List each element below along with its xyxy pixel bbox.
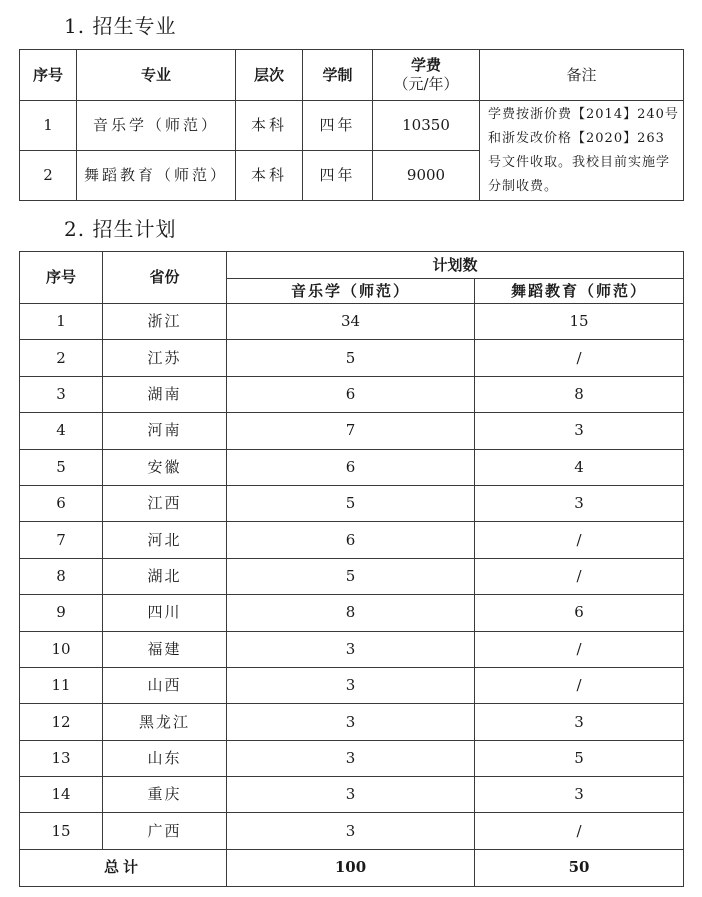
total-label: 总计 [20, 849, 227, 886]
cell-province: 福建 [103, 631, 227, 667]
header-fee-line1: 学费 [410, 56, 441, 75]
cell-province: 四川 [103, 595, 227, 631]
cell-level: 本科 [236, 151, 303, 201]
total-dance: 50 [475, 849, 684, 886]
plan-header-row [20, 252, 684, 279]
table-row [20, 777, 684, 813]
section-title-majors: 1. 招生专业 [64, 14, 177, 38]
cell-music: 6 [227, 522, 475, 558]
cell-province: 河北 [103, 522, 227, 558]
cell-no: 10 [20, 631, 103, 667]
cell-dance: 3 [475, 485, 684, 521]
cell-dance: / [475, 558, 684, 594]
cell-province: 广西 [103, 813, 227, 849]
cell-dance: / [475, 667, 684, 703]
header-music: 音乐学（师范） [227, 279, 475, 304]
cell-duration: 四年 [303, 151, 373, 201]
cell-no: 4 [20, 413, 103, 449]
cell-dance: / [475, 631, 684, 667]
total-music: 100 [227, 849, 475, 886]
cell-music: 8 [227, 595, 475, 631]
total-row [20, 849, 684, 886]
table-row [20, 704, 684, 740]
cell-duration: 四年 [303, 101, 373, 151]
cell-no: 1 [20, 101, 77, 151]
table-row [20, 522, 684, 558]
cell-no: 1 [20, 304, 103, 340]
header-fee [373, 50, 480, 101]
cell-note: 学费按浙价费【2014】240号和浙发改价格【2020】263 号文件收取。我校目前实施学分制收费。 [480, 101, 684, 201]
cell-music: 5 [227, 558, 475, 594]
cell-no: 8 [20, 558, 103, 594]
cell-province: 安徽 [103, 449, 227, 485]
cell-music: 5 [227, 340, 475, 376]
majors-header-row [20, 50, 684, 101]
cell-no: 14 [20, 777, 103, 813]
header-dance: 舞蹈教育（师范） [475, 279, 684, 304]
table-row [20, 813, 684, 849]
table-row [20, 558, 684, 594]
cell-province: 山西 [103, 667, 227, 703]
table-row [20, 595, 684, 631]
cell-dance: / [475, 340, 684, 376]
cell-no: 7 [20, 522, 103, 558]
cell-no: 2 [20, 340, 103, 376]
cell-dance: 3 [475, 704, 684, 740]
header-duration: 学制 [303, 50, 373, 101]
cell-province: 湖南 [103, 376, 227, 412]
cell-no: 2 [20, 151, 77, 201]
cell-province: 黑龙江 [103, 704, 227, 740]
cell-no: 15 [20, 813, 103, 849]
cell-dance: 6 [475, 595, 684, 631]
cell-no: 12 [20, 704, 103, 740]
cell-dance: 3 [475, 777, 684, 813]
cell-dance: 8 [475, 376, 684, 412]
cell-no: 3 [20, 376, 103, 412]
cell-music: 5 [227, 485, 475, 521]
cell-no: 11 [20, 667, 103, 703]
cell-major: 舞蹈教育（师范） [77, 151, 236, 201]
cell-dance: / [475, 522, 684, 558]
cell-level: 本科 [236, 101, 303, 151]
table-row [20, 667, 684, 703]
header-no: 序号 [20, 50, 77, 101]
table-row [20, 376, 684, 412]
cell-province: 重庆 [103, 777, 227, 813]
table-row [20, 304, 684, 340]
cell-dance: 5 [475, 740, 684, 776]
cell-music: 3 [227, 631, 475, 667]
cell-province: 湖北 [103, 558, 227, 594]
cell-province: 浙江 [103, 304, 227, 340]
cell-music: 34 [227, 304, 475, 340]
header-province: 省份 [103, 252, 227, 304]
table-row [20, 101, 684, 151]
table-row [20, 485, 684, 521]
cell-province: 河南 [103, 413, 227, 449]
cell-music: 7 [227, 413, 475, 449]
cell-no: 9 [20, 595, 103, 631]
cell-dance: 3 [475, 413, 684, 449]
table-row [20, 631, 684, 667]
cell-fee: 10350 [373, 101, 480, 151]
cell-province: 江苏 [103, 340, 227, 376]
cell-music: 6 [227, 449, 475, 485]
header-fee-line2: （元/年） [393, 75, 459, 93]
cell-music: 3 [227, 777, 475, 813]
cell-music: 3 [227, 740, 475, 776]
table-row [20, 449, 684, 485]
header-plan: 计划数 [227, 252, 684, 279]
cell-no: 13 [20, 740, 103, 776]
table-row [20, 340, 684, 376]
cell-no: 6 [20, 485, 103, 521]
section-title-plan: 2. 招生计划 [64, 217, 177, 241]
cell-province: 江西 [103, 485, 227, 521]
header-major: 专业 [77, 50, 236, 101]
header-note: 备注 [480, 50, 684, 101]
cell-province: 山东 [103, 740, 227, 776]
table-row [20, 740, 684, 776]
table-row [20, 413, 684, 449]
header-no: 序号 [20, 252, 103, 304]
cell-music: 3 [227, 813, 475, 849]
cell-no: 5 [20, 449, 103, 485]
cell-dance: / [475, 813, 684, 849]
header-level: 层次 [236, 50, 303, 101]
cell-music: 6 [227, 376, 475, 412]
cell-music: 3 [227, 704, 475, 740]
cell-music: 3 [227, 667, 475, 703]
plan-table [19, 251, 684, 887]
majors-table [19, 49, 684, 201]
cell-major: 音乐学（师范） [77, 101, 236, 151]
cell-dance: 15 [475, 304, 684, 340]
cell-fee: 9000 [373, 151, 480, 201]
cell-dance: 4 [475, 449, 684, 485]
